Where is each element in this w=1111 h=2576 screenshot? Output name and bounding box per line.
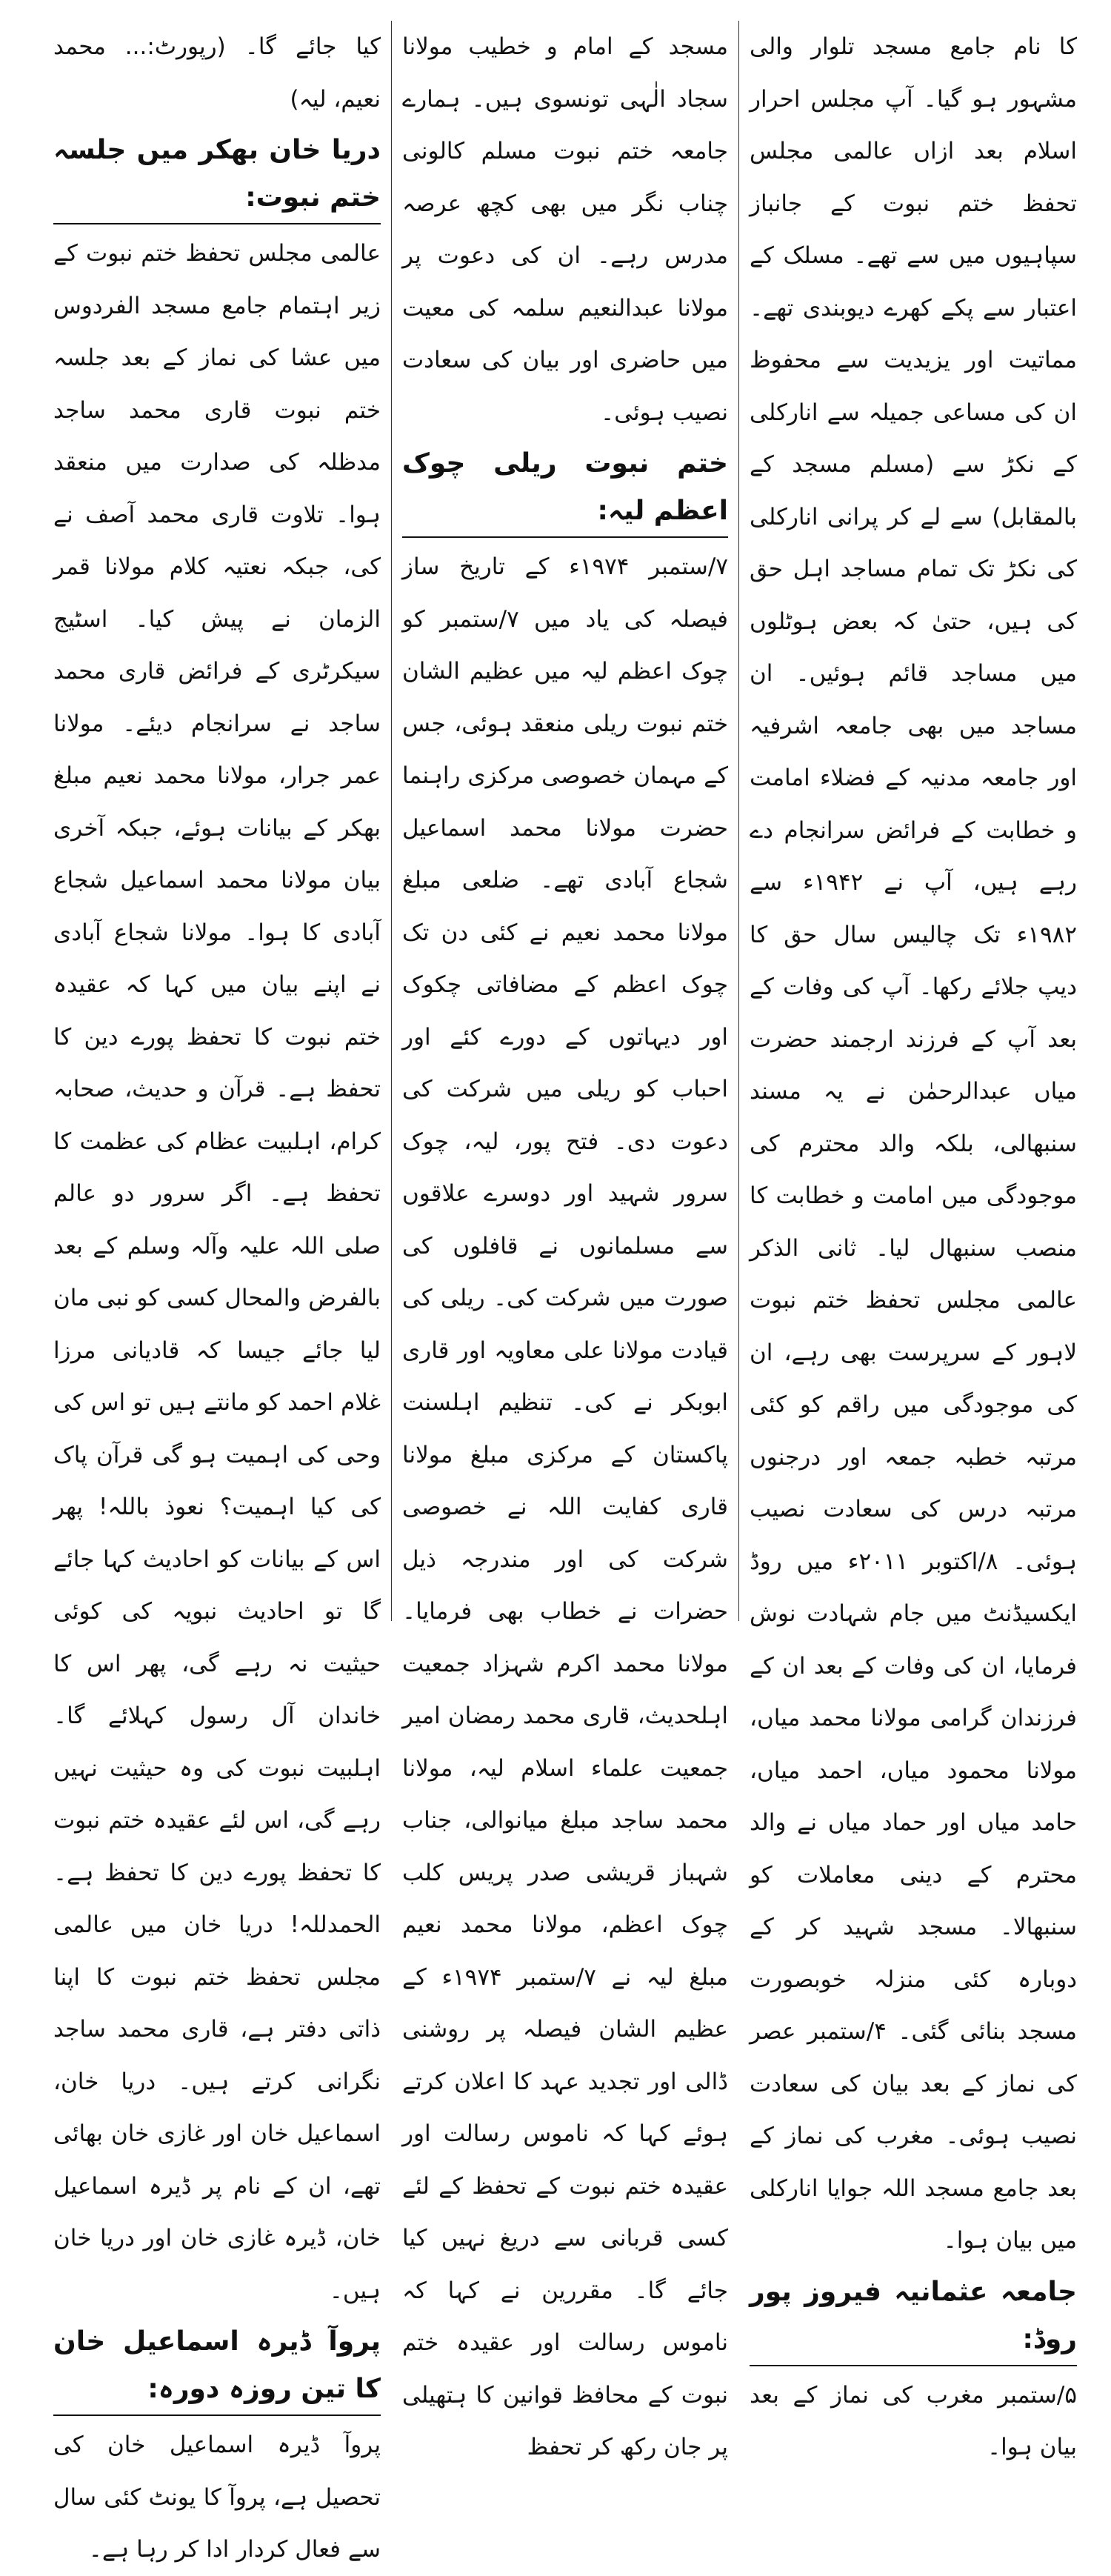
column-right-paragraph-2: ۵/ستمبر مغرب کی نماز کے بعد بیان ہوا۔ <box>750 2381 1077 2460</box>
heading-paroa-tour: پروآ ڈیرہ اسماعیل خان کا تین روزہ دورہ: <box>53 2318 381 2416</box>
column-left-paragraph-1: کیا جائے گا۔ (رپورٹ:... محمد نعیم، لیہ) <box>53 33 381 113</box>
heading-jamia-usmania: جامعہ عثمانیہ فیروز پور روڈ: <box>750 2269 1077 2366</box>
column-middle-paragraph-1: مسجد کے امام و خطیب مولانا سجاد الٰہی تونسوی ہیں۔ ہمارے جامعہ ختم نبوت مسلم کالونی چناب نگر میں بھی کچھ عرصہ مدرس رہے۔ ان کی دعوت پر مولانا عبدالنعیم سلمہ کی معیت میں حاضری اور بیان کی سعادت نصیب ہوئی۔ <box>402 33 728 426</box>
column-right-paragraph-1: کا نام جامع مسجد تلوار والی مشہور ہو گیا۔ آپ مجلس احرار اسلام بعد ازاں عالمی مجلس تحفظ ختم نبوت کے جانباز سپاہیوں میں سے تھے۔ مسلک کے اعتبار سے پکے کھرے دیوبندی تھے۔ مماتیت اور یزیدیت سے محفوظ ان کی مساعی جمیلہ سے انارکلی کے نکڑ سے (مسلم مسجد کے بالمقابل) سے لے کر پرانی انارکلی کی نکڑ تک تمام مساجد اہل حق کی ہیں، حتیٰ کہ بعض ہوٹلوں میں مساجد قائم ہوئیں۔ ان مساجد میں بھی جامعہ اشرفیہ اور جامعہ مدنیہ کے فضلاء امامت و خطابت کے فرائض سرانجام دے رہے ہیں، آپ نے ۱۹۴۲ء سے ۱۹۸۲ء تک چالیس سال حق کا دیپ جلائے رکھا۔ آپ کی وفات کے بعد آپ کے فرزند ارجمند حضرت میاں عبدالرحمٰن نے یہ مسند سنبھالی، بلکہ والد محترم کی موجودگی میں امامت و خطابت کا منصب سنبھال لیا۔ ثانی الذکر عالمی مجلس تحفظ ختم نبوت لاہور کے سرپرست بھی رہے، ان کی موجودگی میں راقم کو کئی مرتبہ خطبہ جمعہ اور درجنوں مرتبہ درس کی سعادت نصیب ہوئی۔ ۸/اکتوبر ۲۰۱۱ء میں روڈ ایکسیڈنٹ میں جام شہادت نوش فرمایا، ان کی وفات کے بعد ان کے فرزندان گرامی مولانا محمد میاں، مولانا محمود میاں، احمد میاں، حامد میاں اور حماد میاں نے والد محترم کے دینی معاملات کو سنبھالا۔ مسجد شہید کر کے دوبارہ کئی منزلہ خوبصورت مسجد بنائی گئی۔ ۴/ستمبر عصر کی نماز کے بعد بیان کی سعادت نصیب ہوئی۔ مغرب کی نماز کے بعد جامع مسجد اللہ جوایا انارکلی میں بیان ہوا۔ <box>750 33 1077 2254</box>
column-left <box>43 21 391 2563</box>
column-middle <box>391 21 739 2460</box>
heading-darya-khan-jalsa: دریا خان بھکر میں جلسہ ختم نبوت: <box>53 127 381 224</box>
column-right <box>739 21 1087 2460</box>
column-middle-paragraph-2: ۷/ستمبر ۱۹۷۴ء کے تاریخ ساز فیصلہ کی یاد میں ۷/ستمبر کو چوک اعظم لیہ میں عظیم الشان ختم نبوت ریلی منعقد ہوئی، جس کے مہمان خصوصی مرکزی راہنما حضرت مولانا محمد اسماعیل شجاع آبادی تھے۔ ضلعی مبلغ مولانا محمد نعیم نے کئی دن تک چوک اعظم کے مضافاتی چکوک اور دیہاتوں کے دورے کئے اور احباب کو ریلی میں شرکت کی دعوت دی۔ فتح پور، لیہ، چوک سرور شہید اور دوسرے علاقوں سے مسلمانوں نے قافلوں کی صورت میں شرکت کی۔ ریلی کی قیادت مولانا علی معاویہ اور قاری ابوبکر نے کی۔ تنظیم اہلسنت پاکستان کے مرکزی مبلغ مولانا قاری کفایت اللہ نے خصوصی شرکت کی اور مندرجہ ذیل حضرات نے خطاب بھی فرمایا۔ مولانا محمد اکرم شہزاد جمعیت اہلحدیث، قاری محمد رمضان امیر جمعیت علماء اسلام لیہ، مولانا محمد ساجد مبلغ میانوالی، جناب شہباز قریشی صدر پریس کلب چوک اعظم، مولانا محمد نعیم مبلغ لیہ نے ۷/ستمبر ۱۹۷۴ء کے عظیم الشان فیصلہ پر روشنی ڈالی اور تجدید عہد کا اعلان کرتے ہوئے کہا کہ ناموس رسالت اور عقیدہ ختم نبوت کے تحفظ کے لئے کسی قربانی سے دریغ نہیں کیا جائے گا۔ مقررین نے کہا کہ ناموس رسالت اور عقیدہ ختم نبوت کے محافظ قوانین کا ہتھیلی پر جان رکھ کر تحفظ <box>402 553 728 2460</box>
heading-khatm-e-nabuwat-rally: ختم نبوت ریلی چوک اعظم لیہ: <box>402 440 728 538</box>
column-left-paragraph-2: عالمی مجلس تحفظ ختم نبوت کے زیر اہتمام جامع مسجد الفردوس میں عشا کی نماز کے بعد جلسہ ختم نبوت قاری محمد ساجد مدظلہ کی صدارت میں منعقد ہوا۔ تلاوت قاری محمد آصف نے کی، جبکہ نعتیہ کلام مولانا قمر الزمان نے پیش کیا۔ اسٹیج سیکرٹری کے فرائض قاری محمد ساجد نے سرانجام دیئے۔ مولانا عمر جرار، مولانا محمد نعیم مبلغ بھکر کے بیانات ہوئے، جبکہ آخری بیان مولانا محمد اسماعیل شجاع آبادی کا ہوا۔ مولانا شجاع آبادی نے اپنے بیان میں کہا کہ عقیدہ ختم نبوت کا تحفظ پورے دین کا تحفظ ہے۔ قرآن و حدیث، صحابہ کرام، اہلبیت عظام کی عظمت کا تحفظ ہے۔ اگر سرور دو عالم صلی اللہ علیہ وآلہ وسلم کے بعد بالفرض والمحال کسی کو نبی مان لیا جائے جیسا کہ قادیانی مرزا غلام احمد کو مانتے ہیں تو اس کی وحی کی اہمیت ہو گی قرآن پاک کی کیا اہمیت؟ نعوذ باللہ! پھر اس کے بیانات کو احادیث کہا جائے گا تو احادیث نبویہ کی کوئی حیثیت نہ رہے گی، پھر اس کا خاندان آل رسول کہلائے گا۔ اہلبیت نبوت کی وہ حیثیت نہیں رہے گی، اس لئے عقیدہ ختم نبوت کا تحفظ پورے دین کا تحفظ ہے۔ الحمدللہ! دریا خان میں عالمی مجلس تحفظ ختم نبوت کا اپنا ذاتی دفتر ہے، قاری محمد ساجد نگرانی کرتے ہیں۔ دریا خان، اسماعیل خان اور غازی خان بھائی تھے، ان کے نام پر ڈیرہ اسماعیل خان، ڈیرہ غازی خان اور دریا خان ہیں۔ <box>53 240 381 2304</box>
column-left-paragraph-3: پروآ ڈیرہ اسماعیل خان کی تحصیل ہے، پروآ کا یونٹ کئی سال سے فعال کردار ادا کر رہا ہے۔ <box>53 2432 381 2563</box>
